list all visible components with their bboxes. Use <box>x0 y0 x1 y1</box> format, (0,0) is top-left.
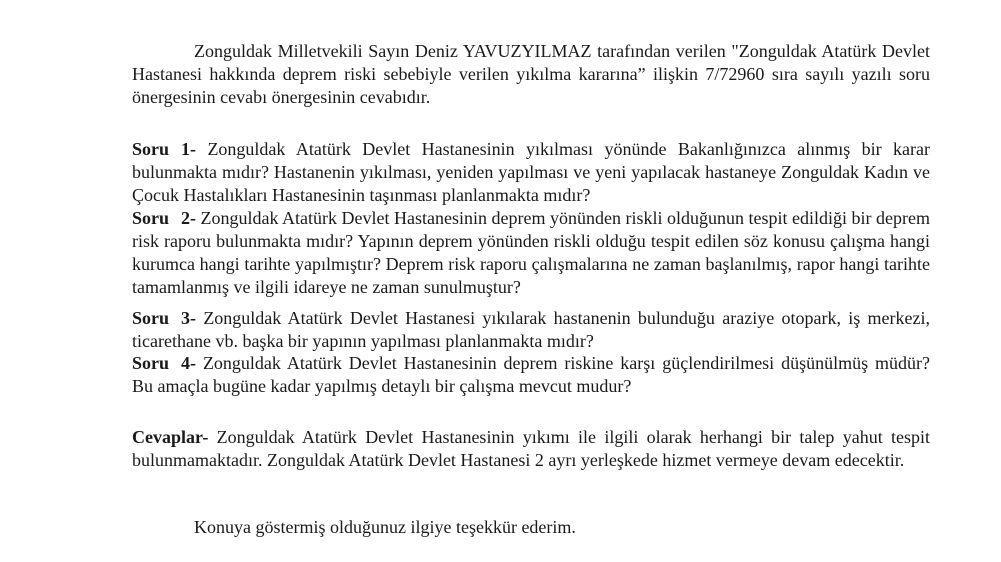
question-1-text: Zonguldak Atatürk Devlet Hastanesinin yıkılması yönünde Bakanlığınızca alınmış bir karar bulunmakta mıdır? Hastanenin yıkılması, yeniden yapılması ve yeni yapılacak hastaneye Zonguldak Kadın ve Çocuk Hastalıkları Hastanesinin taşınması planlanmakta mıdır? <box>132 139 931 205</box>
question-4 <box>132 352 930 398</box>
question-4-text: Zonguldak Atatürk Devlet Hastanesinin deprem riskine karşı güçlendirilmesi düşünülmüş müdür? Bu amaçla bugüne kadar yapılmış detaylı bir çalışma mevcut mudur? <box>132 353 931 396</box>
question-1-label: Soru <box>132 139 170 159</box>
intro-paragraph <box>132 40 930 109</box>
question-2-text: Zonguldak Atatürk Devlet Hastanesinin deprem yönünden riskli olduğunun tespit edildiği bir deprem risk raporu bulunmakta mıdır? Yapının deprem yönünden riskli olduğu tespit edilen söz konusu çalışma hangi kurumca hangi tarihte yapılmıştır? Deprem risk raporu çalışmalarına ne zaman başlanılmış, rapor hangi tarihte tamamlanmış ve ilgili idareye ne zaman sunulmuştur? <box>132 208 930 297</box>
question-4-number: 4- <box>181 353 197 373</box>
question-2-label: Soru <box>132 208 170 228</box>
question-2-number: 2- <box>181 208 197 228</box>
question-1 <box>132 138 930 207</box>
answer-label: Cevaplar- <box>132 427 209 447</box>
closing-text: Konuya göstermiş olduğunuz ilgiye teşekkür ederim. <box>194 517 576 537</box>
question-3 <box>132 307 930 353</box>
question-4-label: Soru <box>132 353 170 373</box>
closing-paragraph <box>194 516 576 539</box>
question-3-label: Soru <box>132 308 170 328</box>
question-1-number: 1- <box>181 139 197 159</box>
question-3-number: 3- <box>181 308 197 328</box>
intro-text: Zonguldak Milletvekili Sayın Deniz YAVUZYILMAZ tarafından verilen "Zonguldak Atatürk Devlet Hastanesi hakkında deprem riski sebebiyle verilen yıkılma kararına” ilişkin 7/72960 sıra sayılı yazılı soru önergesinin cevabı önergesinin cevabıdır. <box>132 41 930 107</box>
question-2 <box>132 207 930 299</box>
answer-text: Zonguldak Atatürk Devlet Hastanesinin yıkımı ile ilgili olarak herhangi bir talep yahut tespit bulunmamaktadır. Zonguldak Atatürk Devlet Hastanesi 2 ayrı yerleşkede hizmet vermeye devam edecektir. <box>132 427 930 470</box>
answer-paragraph <box>132 426 930 472</box>
question-3-text: Zonguldak Atatürk Devlet Hastanesi yıkılarak hastanenin bulunduğu araziye otopark, iş merkezi, ticarethane vb. başka bir yapının yapılması planlanmakta mıdır? <box>132 308 931 351</box>
